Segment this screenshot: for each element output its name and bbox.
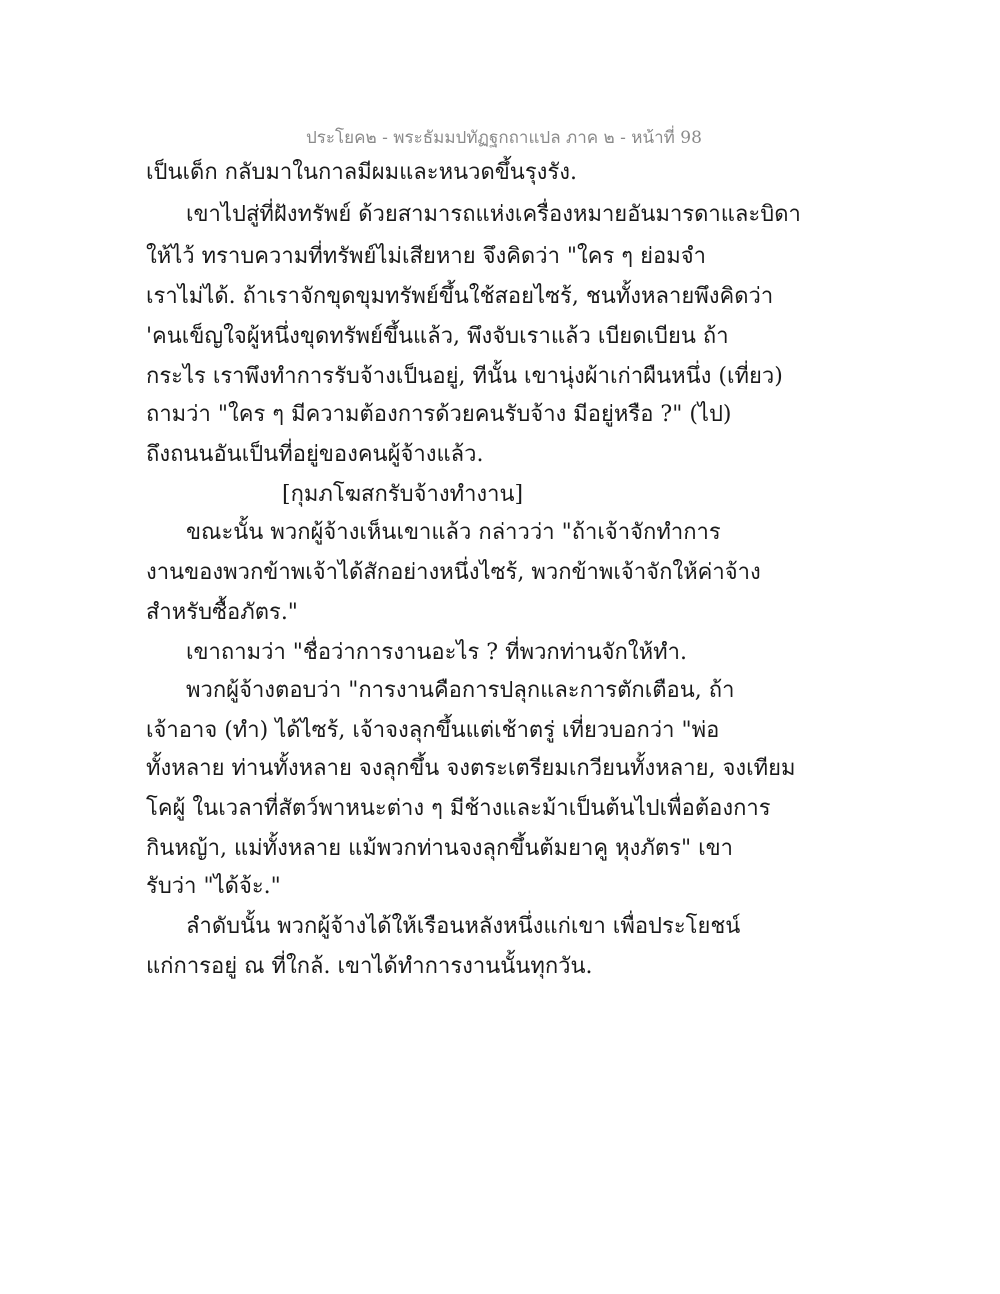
text-line: ถึงถนนอันเป็นที่อยู่ของคนผู้จ้างแล้ว. bbox=[146, 442, 484, 467]
text-line: งานของพวกข้าพเจ้าได้สักอย่างหนึ่งไซร้, พวกข้าพเจ้าจักให้ค่าจ้าง bbox=[146, 560, 761, 585]
text-line: โคผู้ ในเวลาที่สัตว์พาหนะต่าง ๆ มีช้างและม้าเป็นต้นไปเพื่อต้องการ bbox=[146, 796, 771, 821]
text-line: แก่การอยู่ ณ ที่ใกล้. เขาได้ทำการงานนั้นทุกวัน. bbox=[146, 954, 593, 979]
text-line: ทั้งหลาย ท่านทั้งหลาย จงลุกขึ้น จงตระเตรียมเกวียนทั้งหลาย, จงเทียม bbox=[146, 756, 796, 781]
text-line: ให้ไว้ ทราบความที่ทรัพย์ไม่เสียหาย จึงคิดว่า "ใคร ๆ ย่อมจำ bbox=[146, 244, 706, 269]
text-line: ถามว่า "ใคร ๆ มีความต้องการด้วยคนรับจ้าง มีอยู่หรือ ?" (ไป) bbox=[146, 402, 732, 427]
text-line: สำหรับซื้อภัตร." bbox=[146, 600, 298, 625]
text-line: ลำดับนั้น พวกผู้จ้างได้ให้เรือนหลังหนึ่งแก่เขา เพื่อประโยชน์ bbox=[186, 914, 741, 939]
text-line: 'คนเข็ญใจผู้หนึ่งขุดทรัพย์ขึ้นแล้ว, พึงจับเราแล้ว เบียดเบียน ถ้า bbox=[146, 324, 729, 349]
text-line: เป็นเด็ก กลับมาในกาลมีผมและหนวดขึ้นรุงรัง. bbox=[146, 160, 577, 185]
text-line: เขาถามว่า "ชื่อว่าการงานอะไร ? ที่พวกท่านจักให้ทำ. bbox=[186, 640, 687, 665]
text-line: กระไร เราพึงทำการรับจ้างเป็นอยู่, ทีนั้น เขานุ่งผ้าเก่าผืนหนึ่ง (เที่ยว) bbox=[146, 364, 783, 389]
section-heading: [กุมภโฆสกรับจ้างทำงาน] bbox=[282, 482, 524, 507]
text-line: กินหญ้า, แม่ทั้งหลาย แม้พวกท่านจงลุกขึ้นต้มยาคู หุงภัตร" เขา bbox=[146, 836, 733, 861]
text-line: เขาไปสู่ที่ฝังทรัพย์ ด้วยสามารถแห่งเครื่องหมายอันมารดาและบิดา bbox=[186, 202, 801, 227]
text-line: รับว่า "ได้จ้ะ." bbox=[146, 874, 281, 899]
text-line: พวกผู้จ้างตอบว่า "การงานคือการปลุกและการตักเตือน, ถ้า bbox=[186, 678, 735, 703]
text-line: เราไม่ได้. ถ้าเราจักขุดขุมทรัพย์ขึ้นใช้สอยไซร้, ชนทั้งหลายพึงคิดว่า bbox=[146, 284, 774, 309]
page-header: ประโยค๒ - พระธัมมปทัฏฐกถาแปล ภาค ๒ - หน้าที่ 98 bbox=[306, 128, 702, 148]
text-line: เจ้าอาจ (ทำ) ได้ไซร้, เจ้าจงลุกขึ้นแต่เช้าตรู่ เที่ยวบอกว่า "พ่อ bbox=[146, 718, 720, 743]
text-line: ขณะนั้น พวกผู้จ้างเห็นเขาแล้ว กล่าวว่า "ถ้าเจ้าจักทำการ bbox=[186, 520, 721, 545]
